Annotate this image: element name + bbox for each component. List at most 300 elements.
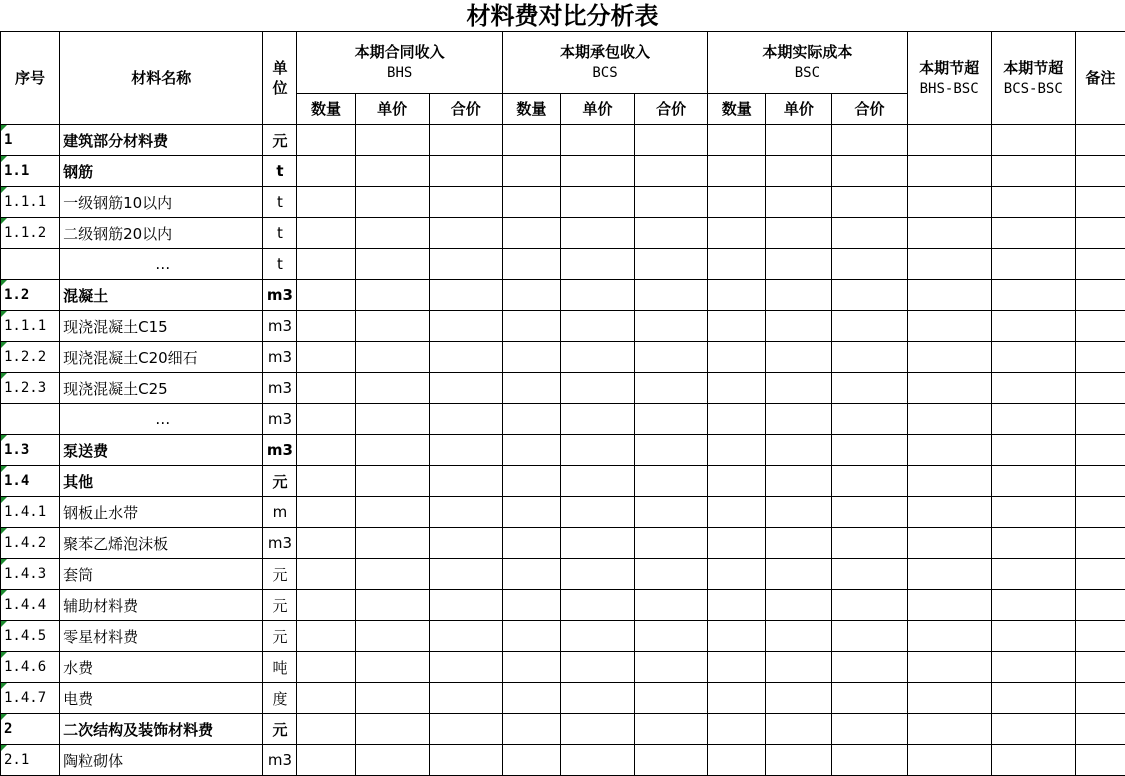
- cell-empty[interactable]: [355, 590, 429, 621]
- cell-seq[interactable]: 1.4.6: [1, 652, 60, 683]
- cell-seq[interactable]: 1.4.7: [1, 683, 60, 714]
- cell-unit[interactable]: m3: [263, 528, 297, 559]
- cell-empty[interactable]: [907, 435, 991, 466]
- cell-unit[interactable]: t: [263, 187, 297, 218]
- cell-empty[interactable]: [766, 497, 832, 528]
- cell-material-name[interactable]: 建筑部分材料费: [60, 125, 263, 156]
- cell-empty[interactable]: [355, 156, 429, 187]
- cell-empty[interactable]: [907, 714, 991, 745]
- cell-empty[interactable]: [708, 435, 766, 466]
- cell-empty[interactable]: [429, 342, 502, 373]
- cell-empty[interactable]: [1075, 590, 1125, 621]
- header-qty[interactable]: 数量: [297, 94, 355, 125]
- cell-empty[interactable]: [635, 714, 708, 745]
- cell-empty[interactable]: [907, 280, 991, 311]
- cell-empty[interactable]: [708, 497, 766, 528]
- cell-empty[interactable]: [832, 528, 907, 559]
- cell-empty[interactable]: [355, 652, 429, 683]
- cell-empty[interactable]: [991, 590, 1075, 621]
- cell-seq[interactable]: 1.1: [1, 156, 60, 187]
- cell-empty[interactable]: [560, 342, 634, 373]
- cell-empty[interactable]: [355, 683, 429, 714]
- cell-empty[interactable]: [832, 590, 907, 621]
- cell-empty[interactable]: [355, 404, 429, 435]
- cell-empty[interactable]: [560, 683, 634, 714]
- cell-seq[interactable]: 1.4.2: [1, 528, 60, 559]
- cell-empty[interactable]: [766, 559, 832, 590]
- cell-empty[interactable]: [708, 249, 766, 280]
- cell-empty[interactable]: [708, 218, 766, 249]
- cell-unit[interactable]: 元: [263, 590, 297, 621]
- cell-empty[interactable]: [1075, 497, 1125, 528]
- cell-empty[interactable]: [355, 745, 429, 776]
- cell-empty[interactable]: [635, 249, 708, 280]
- cell-empty[interactable]: [832, 466, 907, 497]
- cell-empty[interactable]: [766, 590, 832, 621]
- cell-empty[interactable]: [355, 218, 429, 249]
- cell-empty[interactable]: [355, 311, 429, 342]
- cell-empty[interactable]: [907, 745, 991, 776]
- header-total-price[interactable]: 合价: [635, 94, 708, 125]
- cell-empty[interactable]: [708, 404, 766, 435]
- cell-empty[interactable]: [708, 466, 766, 497]
- cell-seq[interactable]: 1.4.4: [1, 590, 60, 621]
- cell-empty[interactable]: [502, 156, 560, 187]
- header-total-price[interactable]: 合价: [832, 94, 907, 125]
- cell-empty[interactable]: [297, 590, 355, 621]
- cell-empty[interactable]: [991, 528, 1075, 559]
- cell-material-name[interactable]: 现浇混凝土C20细石: [60, 342, 263, 373]
- cell-empty[interactable]: [560, 218, 634, 249]
- cell-empty[interactable]: [355, 714, 429, 745]
- cell-empty[interactable]: [708, 311, 766, 342]
- cell-empty[interactable]: [832, 218, 907, 249]
- cell-empty[interactable]: [502, 621, 560, 652]
- cell-empty[interactable]: [355, 342, 429, 373]
- cell-empty[interactable]: [1075, 218, 1125, 249]
- cell-seq[interactable]: 1.4.3: [1, 559, 60, 590]
- cell-empty[interactable]: [766, 714, 832, 745]
- cell-empty[interactable]: [502, 466, 560, 497]
- cell-seq[interactable]: [1, 249, 60, 280]
- cell-material-name[interactable]: 水费: [60, 652, 263, 683]
- cell-empty[interactable]: [991, 218, 1075, 249]
- cell-empty[interactable]: [991, 404, 1075, 435]
- cell-empty[interactable]: [502, 528, 560, 559]
- cell-empty[interactable]: [907, 497, 991, 528]
- cell-unit[interactable]: m3: [263, 404, 297, 435]
- cell-empty[interactable]: [708, 714, 766, 745]
- cell-empty[interactable]: [991, 342, 1075, 373]
- cell-empty[interactable]: [429, 652, 502, 683]
- header-subcontract-income[interactable]: 本期承包收入 BCS: [502, 32, 707, 94]
- cell-empty[interactable]: [991, 311, 1075, 342]
- cell-empty[interactable]: [635, 218, 708, 249]
- cell-empty[interactable]: [708, 559, 766, 590]
- cell-seq[interactable]: 1.1.1: [1, 311, 60, 342]
- cell-unit[interactable]: m3: [263, 342, 297, 373]
- cell-empty[interactable]: [297, 404, 355, 435]
- cell-empty[interactable]: [991, 435, 1075, 466]
- cell-unit[interactable]: m: [263, 497, 297, 528]
- cell-empty[interactable]: [502, 497, 560, 528]
- header-unit-price[interactable]: 单价: [766, 94, 832, 125]
- cell-empty[interactable]: [708, 280, 766, 311]
- cell-seq[interactable]: 1: [1, 125, 60, 156]
- cell-empty[interactable]: [907, 187, 991, 218]
- cell-empty[interactable]: [766, 249, 832, 280]
- cell-empty[interactable]: [832, 652, 907, 683]
- cell-empty[interactable]: [635, 528, 708, 559]
- cell-empty[interactable]: [1075, 249, 1125, 280]
- cell-unit[interactable]: 度: [263, 683, 297, 714]
- header-unit[interactable]: 单 位: [263, 32, 297, 125]
- cell-empty[interactable]: [502, 652, 560, 683]
- cell-empty[interactable]: [708, 683, 766, 714]
- cell-empty[interactable]: [1075, 745, 1125, 776]
- cell-empty[interactable]: [297, 311, 355, 342]
- cell-empty[interactable]: [766, 311, 832, 342]
- cell-unit[interactable]: t: [263, 218, 297, 249]
- cell-material-name[interactable]: 陶粒砌体: [60, 745, 263, 776]
- cell-empty[interactable]: [991, 683, 1075, 714]
- cell-empty[interactable]: [429, 435, 502, 466]
- cell-empty[interactable]: [766, 404, 832, 435]
- cell-seq[interactable]: 1.4: [1, 466, 60, 497]
- cell-empty[interactable]: [429, 714, 502, 745]
- cell-empty[interactable]: [1075, 342, 1125, 373]
- header-qty[interactable]: 数量: [708, 94, 766, 125]
- cell-empty[interactable]: [832, 435, 907, 466]
- cell-seq[interactable]: 1.3: [1, 435, 60, 466]
- cell-empty[interactable]: [297, 249, 355, 280]
- cell-empty[interactable]: [502, 404, 560, 435]
- cell-unit[interactable]: 元: [263, 714, 297, 745]
- cell-empty[interactable]: [429, 218, 502, 249]
- header-saving-bcs-bsc[interactable]: 本期节超 BCS-BSC: [991, 32, 1075, 125]
- cell-empty[interactable]: [429, 683, 502, 714]
- cell-empty[interactable]: [297, 714, 355, 745]
- cell-empty[interactable]: [907, 652, 991, 683]
- cell-material-name[interactable]: 零星材料费: [60, 621, 263, 652]
- cell-empty[interactable]: [635, 745, 708, 776]
- cell-empty[interactable]: [635, 497, 708, 528]
- cell-empty[interactable]: [766, 280, 832, 311]
- cell-empty[interactable]: [832, 404, 907, 435]
- cell-empty[interactable]: [1075, 311, 1125, 342]
- cell-material-name[interactable]: 二次结构及装饰材料费: [60, 714, 263, 745]
- cell-empty[interactable]: [297, 559, 355, 590]
- cell-empty[interactable]: [560, 373, 634, 404]
- cell-material-name[interactable]: 现浇混凝土C15: [60, 311, 263, 342]
- cell-empty[interactable]: [560, 745, 634, 776]
- cell-empty[interactable]: [766, 466, 832, 497]
- cell-empty[interactable]: [502, 745, 560, 776]
- cell-material-name[interactable]: 钢筋: [60, 156, 263, 187]
- cell-empty[interactable]: [708, 187, 766, 218]
- cell-empty[interactable]: [1075, 714, 1125, 745]
- cell-empty[interactable]: [560, 466, 634, 497]
- cell-empty[interactable]: [560, 528, 634, 559]
- cell-empty[interactable]: [355, 497, 429, 528]
- cell-empty[interactable]: [991, 559, 1075, 590]
- cell-empty[interactable]: [635, 559, 708, 590]
- cell-empty[interactable]: [560, 187, 634, 218]
- cell-empty[interactable]: [502, 373, 560, 404]
- cell-empty[interactable]: [355, 528, 429, 559]
- header-remark[interactable]: 备注: [1075, 32, 1125, 125]
- cell-empty[interactable]: [991, 621, 1075, 652]
- cell-empty[interactable]: [635, 652, 708, 683]
- cell-empty[interactable]: [502, 683, 560, 714]
- cell-empty[interactable]: [907, 218, 991, 249]
- cell-empty[interactable]: [635, 125, 708, 156]
- cell-unit[interactable]: 元: [263, 466, 297, 497]
- cell-empty[interactable]: [429, 280, 502, 311]
- cell-empty[interactable]: [766, 187, 832, 218]
- cell-empty[interactable]: [297, 125, 355, 156]
- cell-empty[interactable]: [832, 373, 907, 404]
- cell-unit[interactable]: m3: [263, 311, 297, 342]
- cell-empty[interactable]: [297, 652, 355, 683]
- cell-empty[interactable]: [991, 187, 1075, 218]
- cell-empty[interactable]: [907, 404, 991, 435]
- cell-empty[interactable]: [708, 652, 766, 683]
- cell-material-name[interactable]: 泵送费: [60, 435, 263, 466]
- cell-empty[interactable]: [560, 156, 634, 187]
- cell-empty[interactable]: [560, 652, 634, 683]
- cell-unit[interactable]: 元: [263, 621, 297, 652]
- cell-empty[interactable]: [907, 311, 991, 342]
- cell-empty[interactable]: [355, 435, 429, 466]
- cell-empty[interactable]: [1075, 125, 1125, 156]
- cell-empty[interactable]: [907, 249, 991, 280]
- cell-empty[interactable]: [560, 435, 634, 466]
- cell-empty[interactable]: [832, 311, 907, 342]
- cell-empty[interactable]: [297, 683, 355, 714]
- cell-empty[interactable]: [832, 497, 907, 528]
- cell-empty[interactable]: [907, 590, 991, 621]
- cell-empty[interactable]: [355, 559, 429, 590]
- cell-empty[interactable]: [429, 590, 502, 621]
- cell-empty[interactable]: [429, 311, 502, 342]
- cell-empty[interactable]: [708, 342, 766, 373]
- cell-unit[interactable]: m3: [263, 373, 297, 404]
- cell-empty[interactable]: [1075, 528, 1125, 559]
- cell-empty[interactable]: [1075, 621, 1125, 652]
- cell-empty[interactable]: [991, 249, 1075, 280]
- cell-empty[interactable]: [635, 311, 708, 342]
- cell-empty[interactable]: [635, 156, 708, 187]
- cell-material-name[interactable]: 电费: [60, 683, 263, 714]
- cell-empty[interactable]: [991, 745, 1075, 776]
- cell-empty[interactable]: [355, 621, 429, 652]
- cell-seq[interactable]: [1, 404, 60, 435]
- cell-empty[interactable]: [832, 745, 907, 776]
- cell-empty[interactable]: [991, 373, 1075, 404]
- cell-empty[interactable]: [907, 621, 991, 652]
- cell-empty[interactable]: [429, 373, 502, 404]
- cell-empty[interactable]: [708, 528, 766, 559]
- cell-empty[interactable]: [907, 125, 991, 156]
- cell-empty[interactable]: [766, 528, 832, 559]
- cell-empty[interactable]: [832, 187, 907, 218]
- cell-empty[interactable]: [502, 311, 560, 342]
- cell-empty[interactable]: [991, 280, 1075, 311]
- cell-empty[interactable]: [502, 714, 560, 745]
- cell-empty[interactable]: [297, 187, 355, 218]
- cell-empty[interactable]: [635, 404, 708, 435]
- cell-empty[interactable]: [907, 373, 991, 404]
- cell-empty[interactable]: [1075, 559, 1125, 590]
- cell-empty[interactable]: [429, 187, 502, 218]
- cell-empty[interactable]: [429, 404, 502, 435]
- cell-empty[interactable]: [560, 590, 634, 621]
- cell-empty[interactable]: [832, 280, 907, 311]
- cell-empty[interactable]: [766, 683, 832, 714]
- cell-empty[interactable]: [502, 342, 560, 373]
- cell-empty[interactable]: [1075, 156, 1125, 187]
- cell-empty[interactable]: [297, 435, 355, 466]
- cell-empty[interactable]: [297, 280, 355, 311]
- cell-empty[interactable]: [502, 187, 560, 218]
- cell-empty[interactable]: [708, 125, 766, 156]
- cell-empty[interactable]: [355, 373, 429, 404]
- cell-empty[interactable]: [991, 466, 1075, 497]
- cell-empty[interactable]: [297, 373, 355, 404]
- header-qty[interactable]: 数量: [502, 94, 560, 125]
- cell-empty[interactable]: [907, 156, 991, 187]
- header-total-price[interactable]: 合价: [429, 94, 502, 125]
- cell-seq[interactable]: 1.2: [1, 280, 60, 311]
- cell-empty[interactable]: [766, 342, 832, 373]
- cell-empty[interactable]: [635, 466, 708, 497]
- cell-unit[interactable]: m3: [263, 745, 297, 776]
- cell-empty[interactable]: [429, 466, 502, 497]
- header-saving-bhs-bsc[interactable]: 本期节超 BHS-BSC: [907, 32, 991, 125]
- cell-seq[interactable]: 1.1.1: [1, 187, 60, 218]
- cell-empty[interactable]: [355, 125, 429, 156]
- cell-empty[interactable]: [1075, 683, 1125, 714]
- cell-empty[interactable]: [297, 745, 355, 776]
- cell-empty[interactable]: [429, 125, 502, 156]
- cell-empty[interactable]: [635, 280, 708, 311]
- cell-empty[interactable]: [766, 125, 832, 156]
- cell-empty[interactable]: [766, 435, 832, 466]
- cell-empty[interactable]: [766, 156, 832, 187]
- cell-material-name[interactable]: 套筒: [60, 559, 263, 590]
- cell-empty[interactable]: [560, 559, 634, 590]
- cell-empty[interactable]: [1075, 373, 1125, 404]
- cell-empty[interactable]: [766, 745, 832, 776]
- cell-empty[interactable]: [429, 156, 502, 187]
- cell-empty[interactable]: [297, 156, 355, 187]
- cell-empty[interactable]: [708, 373, 766, 404]
- cell-empty[interactable]: [907, 342, 991, 373]
- cell-empty[interactable]: [635, 683, 708, 714]
- cell-unit[interactable]: 元: [263, 125, 297, 156]
- cell-empty[interactable]: [355, 249, 429, 280]
- cell-empty[interactable]: [708, 156, 766, 187]
- cell-empty[interactable]: [907, 528, 991, 559]
- cell-empty[interactable]: [635, 373, 708, 404]
- cell-material-name[interactable]: …: [60, 404, 263, 435]
- cell-seq[interactable]: 1.2.2: [1, 342, 60, 373]
- cell-empty[interactable]: [832, 559, 907, 590]
- cell-empty[interactable]: [355, 466, 429, 497]
- cell-empty[interactable]: [832, 125, 907, 156]
- cell-seq[interactable]: 1.1.2: [1, 218, 60, 249]
- cell-empty[interactable]: [560, 714, 634, 745]
- cell-empty[interactable]: [1075, 404, 1125, 435]
- cell-empty[interactable]: [560, 404, 634, 435]
- cell-empty[interactable]: [766, 621, 832, 652]
- header-actual-cost[interactable]: 本期实际成本 BSC: [708, 32, 907, 94]
- cell-empty[interactable]: [429, 249, 502, 280]
- cell-empty[interactable]: [429, 621, 502, 652]
- header-seq[interactable]: 序号: [1, 32, 60, 125]
- cell-empty[interactable]: [766, 218, 832, 249]
- header-contract-income[interactable]: 本期合同收入 BHS: [297, 32, 502, 94]
- cell-unit[interactable]: t: [263, 249, 297, 280]
- cell-empty[interactable]: [502, 559, 560, 590]
- cell-empty[interactable]: [560, 280, 634, 311]
- cell-empty[interactable]: [355, 187, 429, 218]
- cell-empty[interactable]: [635, 621, 708, 652]
- cell-material-name[interactable]: 聚苯乙烯泡沫板: [60, 528, 263, 559]
- cell-empty[interactable]: [991, 714, 1075, 745]
- cell-empty[interactable]: [560, 621, 634, 652]
- cell-empty[interactable]: [635, 187, 708, 218]
- cell-empty[interactable]: [1075, 187, 1125, 218]
- cell-empty[interactable]: [766, 652, 832, 683]
- cell-empty[interactable]: [560, 249, 634, 280]
- cell-empty[interactable]: [429, 559, 502, 590]
- header-unit-price[interactable]: 单价: [355, 94, 429, 125]
- cell-empty[interactable]: [297, 497, 355, 528]
- cell-empty[interactable]: [991, 125, 1075, 156]
- cell-empty[interactable]: [1075, 435, 1125, 466]
- cell-seq[interactable]: 2.1: [1, 745, 60, 776]
- cell-empty[interactable]: [907, 683, 991, 714]
- cell-empty[interactable]: [832, 342, 907, 373]
- cell-empty[interactable]: [502, 249, 560, 280]
- cell-material-name[interactable]: 二级钢筋20以内: [60, 218, 263, 249]
- cell-empty[interactable]: [991, 156, 1075, 187]
- cell-empty[interactable]: [766, 373, 832, 404]
- cell-empty[interactable]: [1075, 652, 1125, 683]
- cell-empty[interactable]: [1075, 466, 1125, 497]
- cell-empty[interactable]: [832, 683, 907, 714]
- cell-empty[interactable]: [560, 311, 634, 342]
- cell-empty[interactable]: [635, 342, 708, 373]
- cell-empty[interactable]: [502, 435, 560, 466]
- cell-empty[interactable]: [560, 497, 634, 528]
- cell-empty[interactable]: [297, 218, 355, 249]
- cell-empty[interactable]: [991, 652, 1075, 683]
- cell-empty[interactable]: [502, 125, 560, 156]
- cell-empty[interactable]: [635, 435, 708, 466]
- cell-seq[interactable]: 1.4.5: [1, 621, 60, 652]
- cell-empty[interactable]: [832, 249, 907, 280]
- cell-empty[interactable]: [907, 559, 991, 590]
- cell-empty[interactable]: [502, 280, 560, 311]
- cell-empty[interactable]: [429, 528, 502, 559]
- cell-empty[interactable]: [907, 466, 991, 497]
- cell-material-name[interactable]: 现浇混凝土C25: [60, 373, 263, 404]
- cell-unit[interactable]: t: [263, 156, 297, 187]
- cell-empty[interactable]: [429, 745, 502, 776]
